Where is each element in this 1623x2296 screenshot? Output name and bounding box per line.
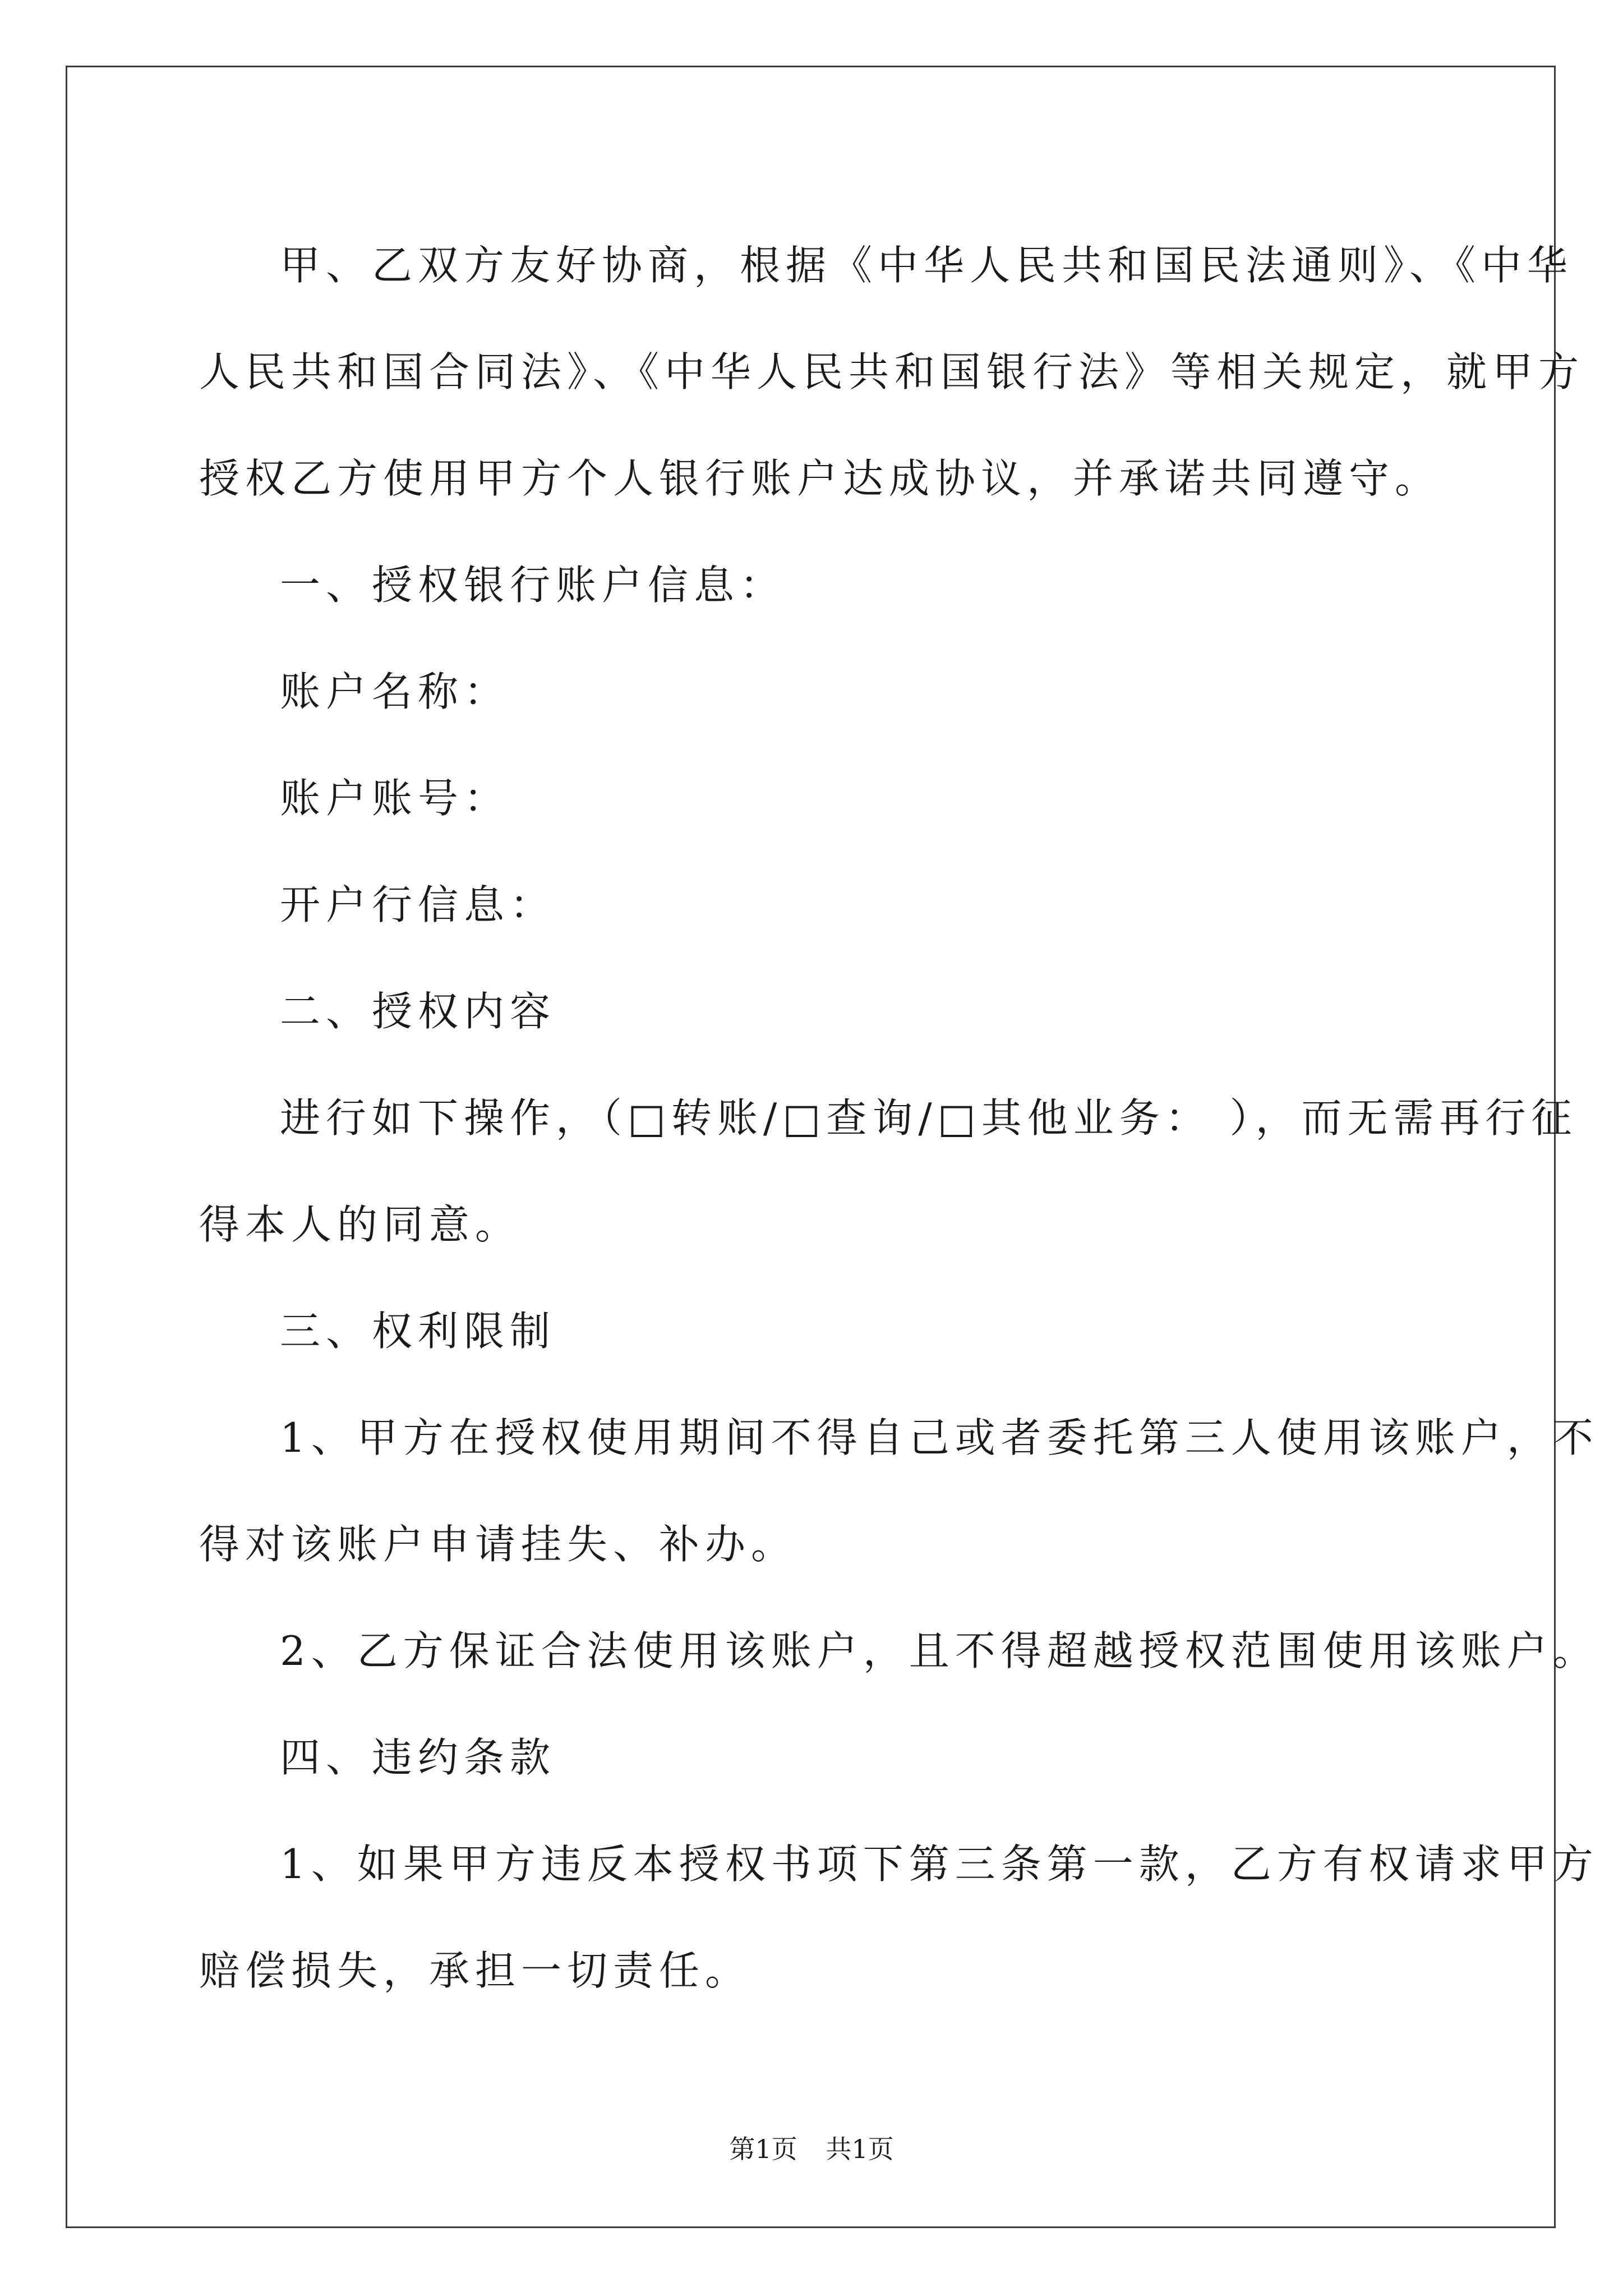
field-label-bank-info: 开户行信息：: [280, 881, 556, 928]
section-heading: 四、违约条款: [280, 1734, 556, 1781]
paragraph-line: 人民共和国合同法》、《中华人民共和国银行法》等相关规定，就甲方: [199, 348, 1585, 395]
field-label-account-number: 账户账号：: [280, 775, 510, 822]
paragraph-line: 赔偿损失，承担一切责任。: [199, 1947, 751, 1994]
paragraph-line: 授权乙方使用甲方个人银行账户达成协议，并承诺共同遵守。: [199, 455, 1441, 502]
paragraph-line: 得对该账户申请挂失、补办。: [199, 1521, 797, 1568]
section-heading: 三、权利限制: [280, 1308, 556, 1355]
page-total: 共1页: [826, 2134, 894, 2164]
paragraph-line: 1、甲方在授权使用期间不得自己或者委托第三人使用该账户，不: [280, 1414, 1599, 1461]
page-footer: [0, 2129, 1623, 2166]
paragraph-line: 甲、乙双方友好协商，根据《中华人民共和国民法通则》、《中华: [280, 242, 1574, 289]
paragraph-line: 1、如果甲方违反本授权书项下第三条第一款，乙方有权请求甲方: [280, 1841, 1599, 1888]
paragraph-line: 进行如下操作，（□转账/□查询/□其他业务： ），而无需再行征: [280, 1094, 1578, 1142]
page-number: 第1页: [729, 2134, 797, 2164]
section-heading: 一、授权银行账户信息：: [280, 562, 786, 609]
paragraph-line: 得本人的同意。: [199, 1201, 522, 1248]
paragraph-line: 2、乙方保证合法使用该账户，且不得超越授权范围使用该账户。: [280, 1627, 1599, 1674]
document-body: [199, 212, 1599, 2024]
field-label-account-name: 账户名称：: [280, 668, 510, 715]
section-heading: 二、授权内容: [280, 988, 556, 1035]
